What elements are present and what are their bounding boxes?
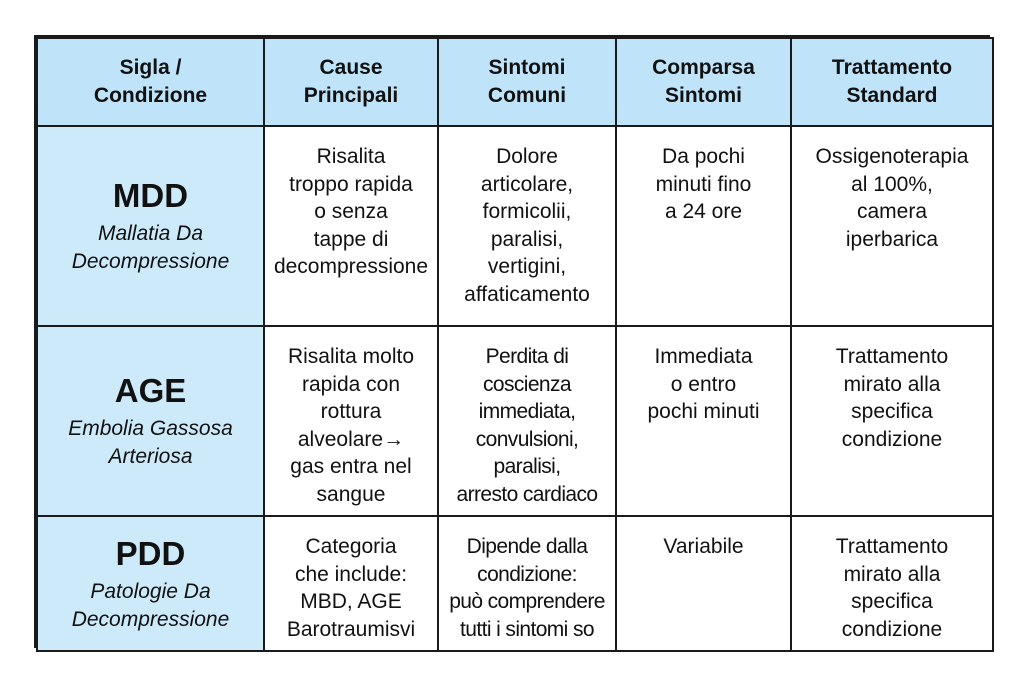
condition-abbreviation: MDD (112, 177, 189, 214)
header-treatment: Trattamento Standard (791, 38, 993, 126)
condition-cell (37, 126, 264, 326)
condition-abbreviation: AGE (114, 372, 187, 409)
table-header-row (37, 38, 993, 126)
header-condition: Sigla / Condizione (37, 38, 264, 126)
causes-cell: Categoria che include: MBD, AGE Barotraumisvi (264, 516, 438, 651)
onset-cell: Immediata o entro pochi minuti (616, 326, 791, 516)
condition-full-name: Embolia Gassosa Arteriosa (68, 417, 233, 468)
table-row (37, 126, 993, 326)
header-causes: Cause Principali (264, 38, 438, 126)
condition-cell (37, 516, 264, 651)
causes-cell: Risalita troppo rapida o senza tappe di decompressione (264, 126, 438, 326)
symptoms-cell: Dipende dalla condizione: può comprendere tutti i sintomi so (438, 516, 616, 651)
treatment-cell: Trattamento mirato alla specifica condizione (791, 326, 993, 516)
causes-cell: Risalita molto rapida con rottura alveolare→ gas entra nel sangue (264, 326, 438, 516)
treatment-cell: Trattamento mirato alla specifica condizione (791, 516, 993, 651)
table-row (37, 516, 993, 651)
treatment-cell: Ossigenoterapia al 100%, camera iperbarica (791, 126, 993, 326)
decompression-conditions-table (36, 37, 994, 652)
condition-abbreviation: PDD (115, 534, 186, 572)
onset-cell: Variabile (616, 516, 791, 651)
condition-full-name: Mallatia Da Decompressione (71, 222, 230, 273)
symptoms-cell: Perdita di coscienza immediata, convulsioni, paralisi, arresto cardiaco (438, 326, 616, 516)
header-onset: Comparsa Sintomi (616, 38, 791, 126)
condition-cell (37, 326, 264, 516)
condition-full-name: Patologie Da Decompressione (71, 579, 230, 631)
header-symptoms: Sintomi Comuni (438, 38, 616, 126)
decompression-table-container (34, 35, 990, 648)
symptoms-cell: Dolore articolare, formicolii, paralisi, vertigini, affaticamento (438, 126, 616, 326)
table-row (37, 326, 993, 516)
onset-cell: Da pochi minuti fino a 24 ore (616, 126, 791, 326)
